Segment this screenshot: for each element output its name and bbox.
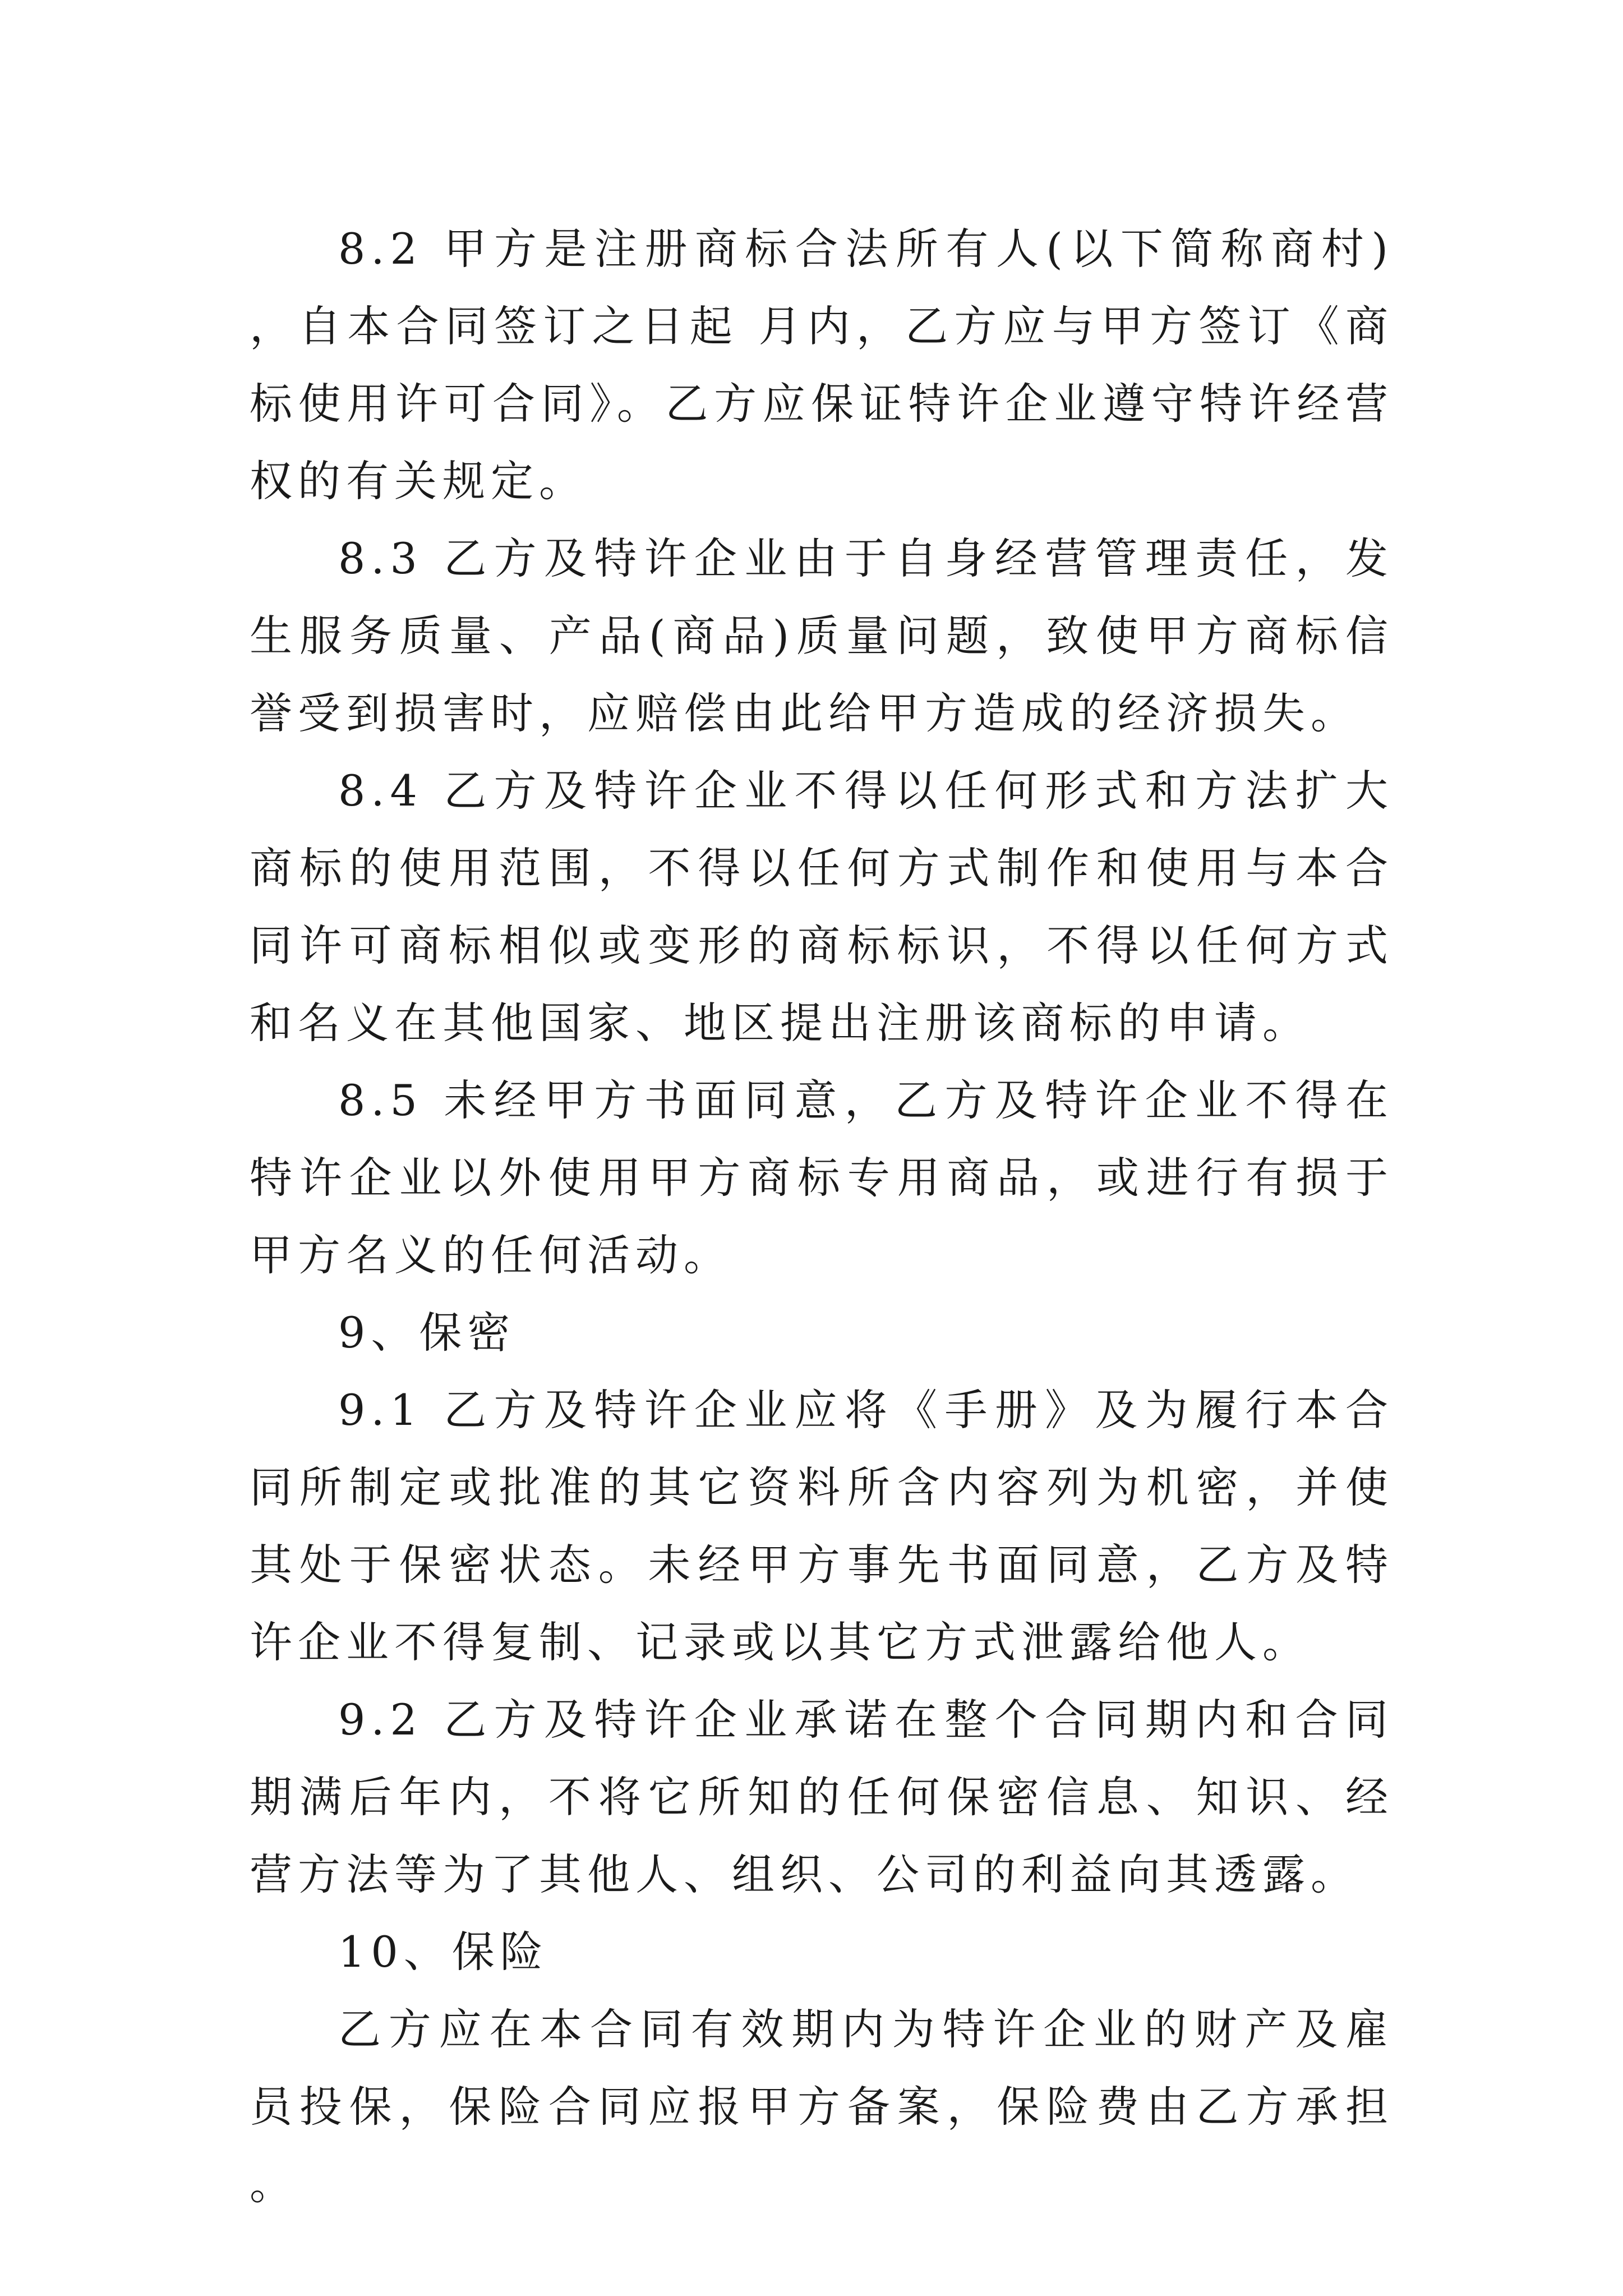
- clause-9-2: 9.2 乙方及特许企业承诺在整个合同期内和合同期满后年内，不将它所知的任何保密信息、知识、经营方法等为了其他人、组织、公司的利益向其透露。: [250, 1695, 1394, 1899]
- clause-8-5: 8.5 未经甲方书面同意，乙方及特许企业不得在特许企业以外使用甲方商标专用商品，或进行有损于甲方名义的任何活动。: [250, 1075, 1394, 1280]
- clause-8-4: 8.4 乙方及特许企业不得以任何形式和方法扩大商标的使用范围，不得以任何方式制作和使用与本合同许可商标相似或变形的商标标识，不得以任何方式和名义在其他国家、地区提出注册该商标的申请。: [250, 766, 1394, 1048]
- clause-8-2: 8.2 甲方是注册商标合法所有人(以下简称商村)，自本合同签订之日起 月内，乙方应与甲方签订《商标使用许可合同》。乙方应保证特许企业遵守特许经营权的有关规定。: [250, 224, 1394, 506]
- section-heading-confidentiality: 9、保密: [338, 1308, 516, 1358]
- clause-9-1: 9.1 乙方及特许企业应将《手册》及为履行本合同所制定或批准的其它资料所含内容列为机密，并使其处于保密状态。未经甲方事先书面同意，乙方及特许企业不得复制、记录或以其它方式泄露给他人。: [250, 1385, 1394, 1667]
- clause-8-3: 8.3 乙方及特许企业由于自身经营管理责任，发生服务质量、产品(商品)质量问题，致使甲方商标信誉受到损害时，应赔偿由此给甲方造成的经济损失。: [250, 533, 1394, 738]
- clause-10-body: 乙方应在本合同有效期内为特许企业的财产及雇员投保，保险合同应报甲方备案，保险费由乙方承担。: [250, 2004, 1394, 2209]
- document-body: [250, 210, 1394, 2223]
- section-heading-insurance: 10、保险: [338, 1927, 548, 1977]
